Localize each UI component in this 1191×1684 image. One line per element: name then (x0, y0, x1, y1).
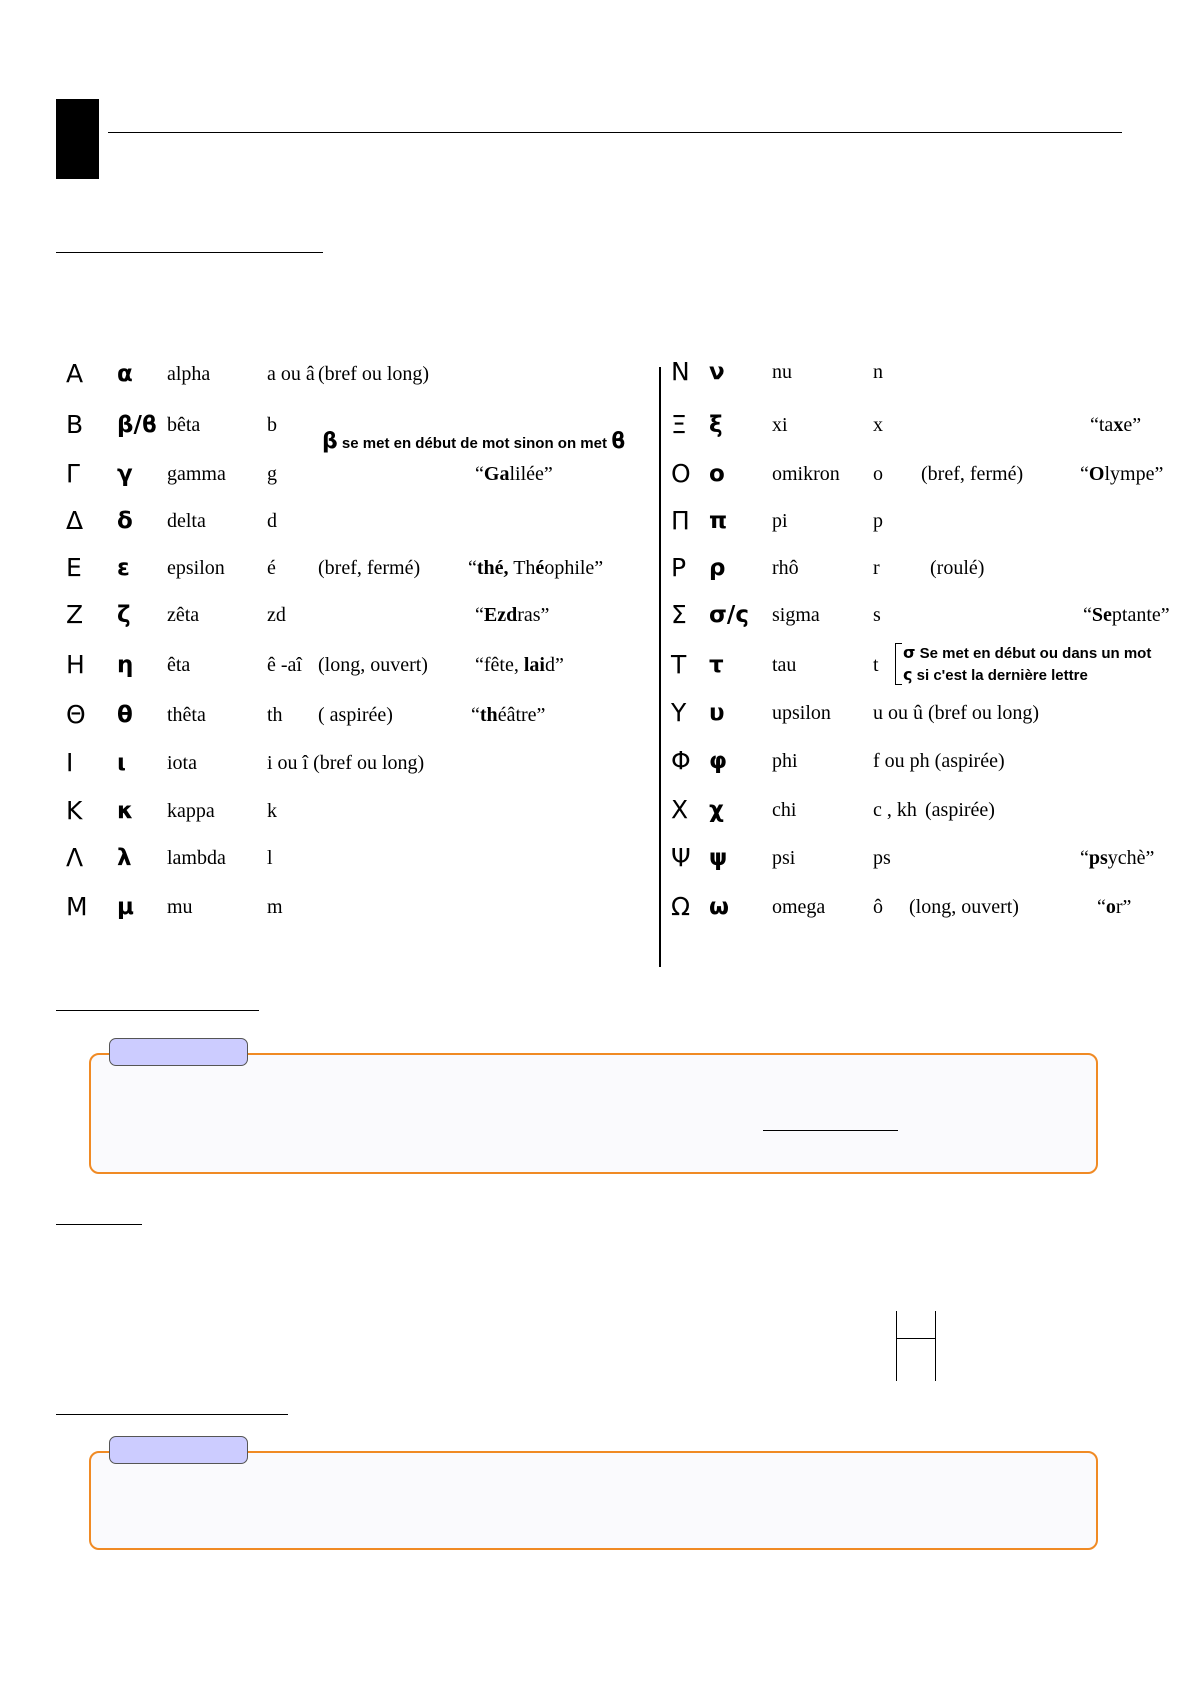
example-word: “Septante” (1083, 604, 1170, 626)
alphabet-row-chi (0, 790, 1191, 830)
beta-note (322, 422, 625, 464)
uppercase-letter: Τ (671, 650, 687, 679)
lowercase-letter: ν (709, 359, 725, 385)
uppercase-letter: Α (66, 359, 84, 388)
transliteration: p (873, 510, 883, 532)
definition-box-1-tag (109, 1038, 248, 1066)
pronunciation-note: (long, ouvert) (318, 654, 428, 676)
example-word: “taxe” (1090, 414, 1142, 436)
section-heading-underline-4 (56, 1414, 288, 1415)
lowercase-letter: δ (117, 508, 133, 534)
transliteration: zd (267, 604, 286, 626)
uppercase-letter: Β (66, 410, 84, 439)
letter-name: rhô (772, 557, 799, 579)
definition-box-1-underline (763, 1130, 898, 1131)
uppercase-letter: Π (671, 506, 690, 535)
sigma-note (903, 642, 1151, 686)
lowercase-letter: τ (709, 652, 724, 678)
lowercase-letter: ο (709, 461, 725, 487)
alphabet-row-sigma (0, 595, 1191, 635)
letter-name: phi (772, 750, 798, 772)
lowercase-letter: φ (709, 748, 727, 774)
transliteration: b (267, 414, 277, 436)
letter-name: tau (772, 654, 797, 676)
pronunciation-note: (bref, fermé) (921, 463, 1024, 485)
lowercase-letter: χ (709, 797, 724, 823)
example-word: “Galilée” (475, 463, 553, 485)
pronunciation-note: (long, ouvert) (909, 896, 1019, 918)
uppercase-letter: Ζ (66, 600, 84, 629)
letter-name: sigma (772, 604, 820, 626)
letter-name: bêta (167, 414, 201, 436)
lowercase-letter: ι (117, 750, 126, 776)
uppercase-letter: Ι (66, 748, 74, 777)
column-divider (659, 367, 661, 967)
beta-note-final-letter: ϐ (611, 429, 626, 454)
uppercase-letter: Η (66, 650, 85, 679)
uppercase-letter: Δ (66, 506, 84, 535)
transliteration: r (873, 557, 880, 579)
letter-name: upsilon (772, 702, 831, 724)
lowercase-letter: κ (117, 798, 134, 824)
letter-name: omega (772, 896, 826, 918)
letter-name: chi (772, 799, 797, 821)
example-word: “théâtre” (471, 704, 546, 726)
letter-name: gamma (167, 463, 226, 485)
lowercase-letter: ρ (709, 555, 726, 581)
alphabet-row-psi (0, 838, 1191, 878)
transliteration: l (267, 847, 273, 869)
example-word: “Ezdras” (475, 604, 550, 626)
uppercase-letter: Σ (671, 600, 687, 629)
definition-box-1 (89, 1053, 1098, 1174)
letter-name: pi (772, 510, 788, 532)
letter-name: omikron (772, 463, 840, 485)
example-word: “psychè” (1080, 847, 1155, 869)
lowercase-letter: β/ϐ (117, 412, 157, 438)
pronunciation-note: (bref ou long) (318, 363, 430, 385)
transliteration: th (267, 704, 283, 726)
transliteration: g (267, 463, 277, 485)
transliteration: t (873, 654, 879, 676)
uppercase-letter: Ρ (671, 553, 687, 582)
lowercase-letter: π (709, 508, 728, 534)
letter-name: zêta (167, 604, 200, 626)
lowercase-letter: α (117, 361, 133, 387)
letter-name: êta (167, 654, 191, 676)
uppercase-letter: Ο (671, 459, 691, 488)
pronunciation-note: (roulé) (930, 557, 985, 579)
letter-name: iota (167, 752, 197, 774)
section-heading-underline-1 (56, 252, 323, 253)
lowercase-letter: σ/ς (709, 602, 749, 628)
example-word: “fête, laid” (475, 654, 564, 676)
uppercase-letter: Γ (66, 459, 80, 488)
transliteration: x (873, 414, 883, 436)
letter-name: epsilon (167, 557, 225, 579)
lowercase-letter: ξ (709, 412, 723, 438)
lowercase-letter: ω (709, 894, 729, 920)
uppercase-letter: Ν (671, 357, 690, 386)
alphabet-row-pi (0, 501, 1191, 541)
example-word: “or” (1097, 896, 1132, 918)
letter-name: psi (772, 847, 796, 869)
letter-name: mu (167, 896, 193, 918)
transliteration: é (267, 557, 276, 579)
alphabet-row-rh (0, 548, 1191, 588)
transliteration: k (267, 800, 277, 822)
lowercase-letter: ζ (117, 602, 131, 628)
beta-note-text: se met en début de mot sinon on met (341, 435, 607, 452)
lowercase-letter: γ (117, 461, 133, 487)
transliteration: f ou ph (aspirée) (873, 750, 1005, 772)
lowercase-letter: ψ (709, 845, 728, 871)
transliteration: i ou î (bref ou long) (267, 752, 425, 774)
lowercase-letter: θ (117, 702, 133, 728)
uppercase-letter: Ε (66, 553, 82, 582)
letter-name: xi (772, 414, 788, 436)
transliteration: d (267, 510, 277, 532)
sigma-note-line-1: σ Se met en début ou dans un mot (903, 643, 1152, 662)
beta-note-letter: β (322, 429, 338, 454)
definition-box-2 (89, 1451, 1098, 1550)
transliteration: ps (873, 847, 891, 869)
transliteration: m (267, 896, 283, 918)
uppercase-letter: Κ (66, 796, 83, 825)
letter-name: nu (772, 361, 792, 383)
transliteration: s (873, 604, 881, 626)
uppercase-letter: Θ (66, 700, 86, 729)
uppercase-letter: Υ (671, 698, 687, 727)
pronunciation-note: (aspirée) (925, 799, 995, 821)
definition-box-2-tag (109, 1436, 248, 1464)
transliteration: c , kh (873, 799, 917, 821)
alphabet-row-phi (0, 741, 1191, 781)
uppercase-letter: Φ (671, 746, 691, 775)
letter-name: alpha (167, 363, 211, 385)
sigma-note-bracket (895, 643, 902, 685)
uppercase-letter: Ψ (671, 843, 691, 872)
alphabet-row-omega (0, 887, 1191, 927)
lowercase-letter: η (117, 652, 134, 678)
section-number-block (56, 99, 99, 179)
h-shape-figure (896, 1311, 936, 1381)
letter-name: lambda (167, 847, 226, 869)
lowercase-letter: υ (709, 700, 725, 726)
letter-name: kappa (167, 800, 215, 822)
transliteration: o (873, 463, 883, 485)
lowercase-letter: λ (117, 845, 132, 871)
sigma-note-line-2: ς si c'est la dernière lettre (903, 665, 1088, 684)
letter-name: delta (167, 510, 206, 532)
title-rule (108, 132, 1122, 133)
transliteration: a ou â (267, 363, 315, 385)
alphabet-row-nu (0, 352, 1191, 392)
letter-name: thêta (167, 704, 206, 726)
lowercase-letter: μ (117, 894, 134, 920)
transliteration: u ou û (bref ou long) (873, 702, 1040, 724)
uppercase-letter: Λ (66, 843, 84, 872)
section-heading-underline-3 (56, 1224, 142, 1225)
uppercase-letter: Μ (66, 892, 88, 921)
transliteration: ô (873, 896, 883, 918)
transliteration: ê -aî (267, 654, 302, 676)
uppercase-letter: Ω (671, 892, 691, 921)
example-word: “Olympe” (1080, 463, 1164, 485)
uppercase-letter: Ξ (671, 410, 687, 439)
uppercase-letter: Χ (671, 795, 689, 824)
transliteration: n (873, 361, 883, 383)
section-heading-underline-2 (56, 1010, 259, 1011)
alphabet-row-upsilon (0, 693, 1191, 733)
lowercase-letter: ε (117, 555, 130, 581)
example-word: “thé, Théophile” (468, 557, 604, 579)
pronunciation-note: (bref, fermé) (318, 557, 421, 579)
pronunciation-note: ( aspirée) (318, 704, 393, 726)
